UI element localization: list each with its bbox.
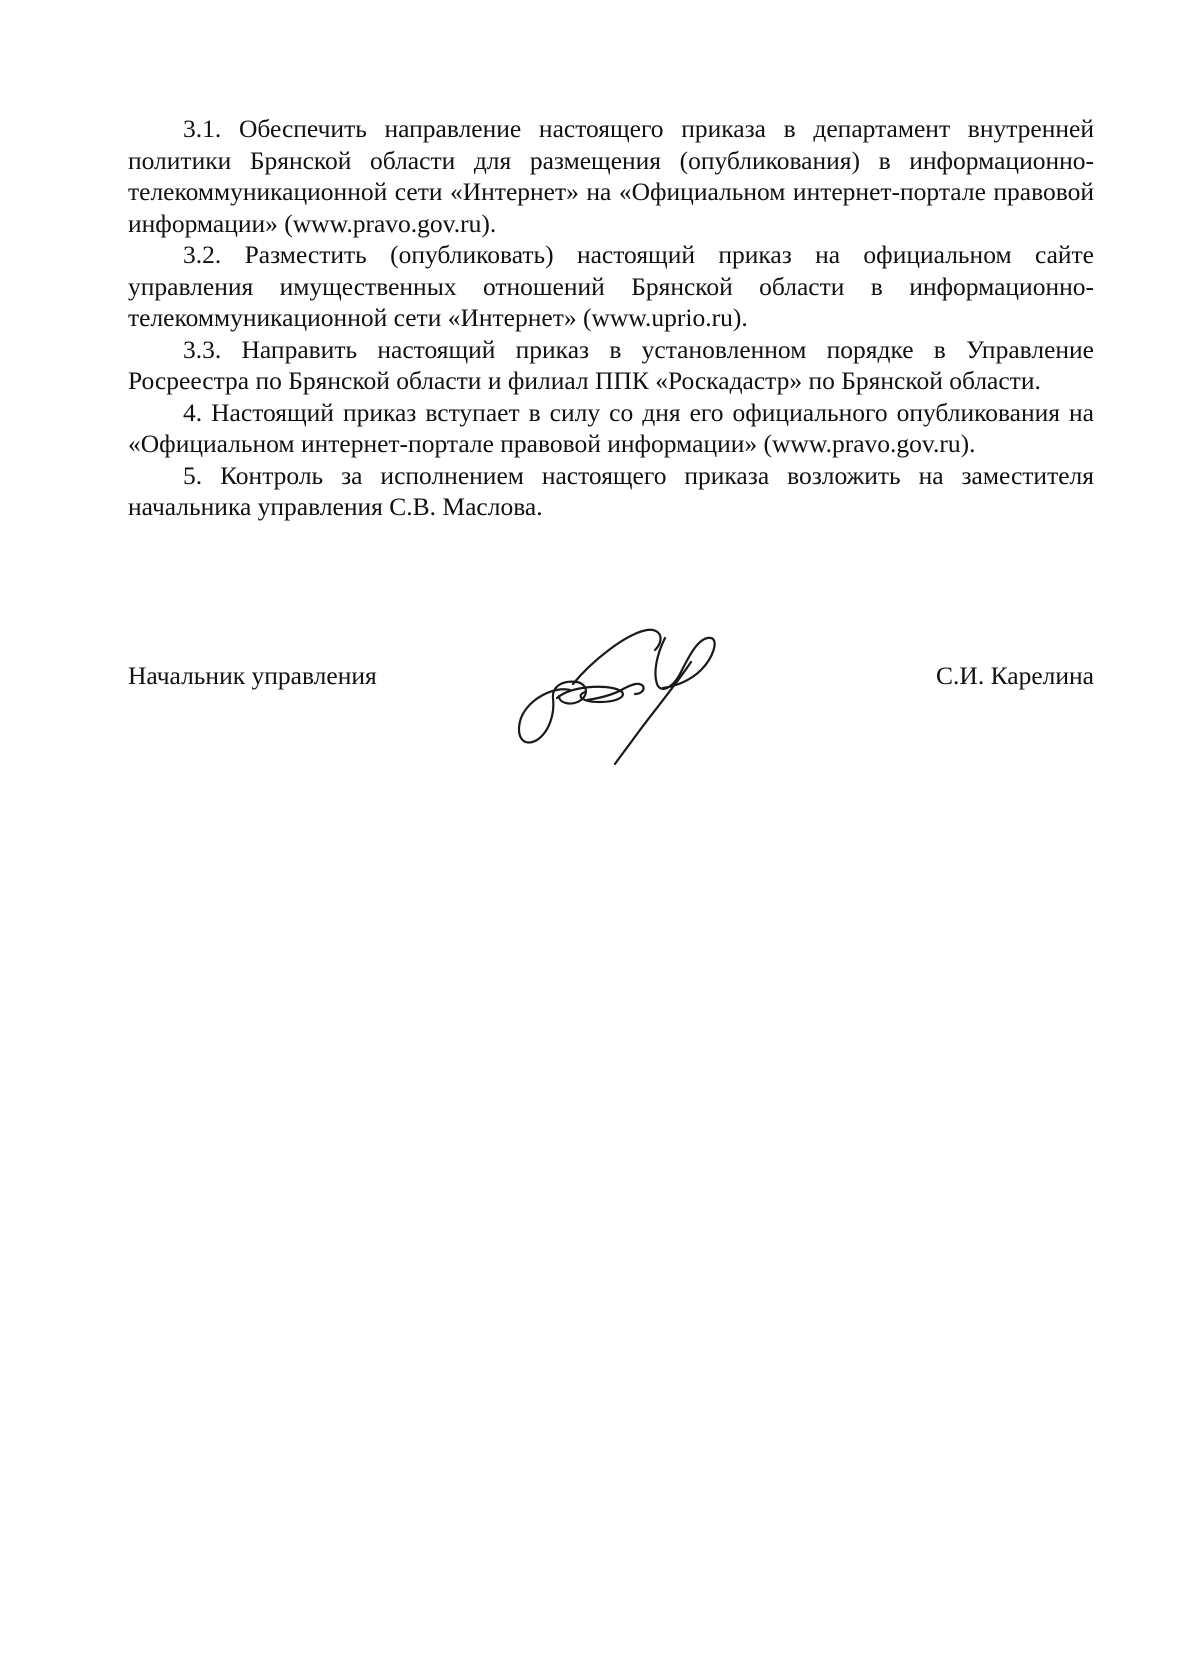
paragraph-3-1: 3.1. Обеспечить направление настоящего приказа в департамент внутренней политики Брянской области для размещения (опубликования) в информационно-телекоммуникационной сети «Интернет» на «Официальном интернет-портале правовой информации» (www.pravo.gov.ru). bbox=[128, 114, 1094, 238]
document-body bbox=[128, 113, 1094, 523]
paragraph-5: 5. Контроль за исполнением настоящего приказа возложить на заместителя начальника управления С.В. Маслова. bbox=[128, 460, 1094, 521]
handwritten-signature bbox=[515, 628, 765, 778]
paragraph-4: 4. Настоящий приказ вступает в силу со дня его официального опубликования на «Официальном интернет-портале правовой информации» (www.pravo.gov.ru). bbox=[128, 397, 1094, 458]
paragraph-3-2: 3.2. Разместить (опубликовать) настоящий приказ на официальном сайте управления имущественных отношений Брянской области в информационно-телекоммуникационной сети «Интернет» (www.uprio.ru). bbox=[128, 240, 1094, 332]
signer-name: С.И. Карелина bbox=[936, 661, 1094, 690]
paragraph-3-3: 3.3. Направить настоящий приказ в установленном порядке в Управление Росреестра по Брянской области и филиал ППК «Роскадастр» по Брянской области. bbox=[128, 334, 1094, 395]
signer-position: Начальник управления bbox=[128, 661, 377, 690]
